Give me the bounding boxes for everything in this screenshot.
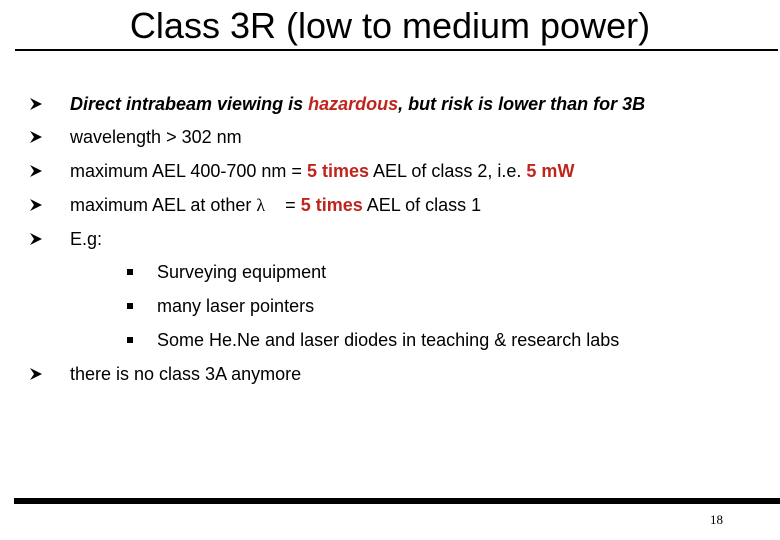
bullet-text [70, 125, 242, 149]
bullet-text-highlight: 5 times [300, 195, 363, 215]
bullet-text-part: , but risk is lower than for 3B [398, 94, 646, 114]
sub-bullet-text: many laser pointers [157, 296, 315, 316]
bullet-text [70, 92, 645, 116]
bullet-text-highlight: hazardous [308, 94, 399, 114]
arrow-bullet-icon [29, 227, 43, 251]
bullet-text: there is no class 3A anymore [70, 364, 302, 384]
bullet-item [0, 193, 780, 217]
bullet-text [70, 159, 574, 183]
sub-bullet-text: Some He.Ne and laser diodes in teaching & research labs [157, 330, 620, 350]
bullet-text-part: Direct intrabeam viewing is [70, 94, 309, 114]
bullet-text-highlight: 5 times [306, 161, 369, 181]
bullet-text-part: maximum AEL 400-700 nm = [70, 161, 307, 181]
sub-bullet-item [0, 260, 780, 284]
bullet-text-part: = [265, 195, 301, 215]
bullet-item [0, 125, 780, 149]
arrow-bullet-icon [29, 362, 43, 386]
bullet-text-part: maximum AEL at other [70, 195, 257, 215]
bullet-item [0, 159, 780, 183]
arrow-bullet-icon [29, 159, 43, 183]
bullet-text-part: AEL of class 1 [362, 195, 482, 215]
lambda-symbol: λ [256, 195, 266, 215]
slide-title: Class 3R (low to medium power) [129, 5, 651, 46]
bullet-text-part: AEL of class 2, i.e. [369, 161, 527, 181]
square-bullet-icon [127, 303, 133, 309]
bullet-text [70, 227, 102, 251]
bullet-text [70, 193, 481, 217]
sub-bullet-item [0, 294, 780, 318]
title-divider [15, 49, 778, 51]
bullet-text-part: wavelength > 302 nm [70, 127, 242, 147]
arrow-bullet-icon [29, 92, 43, 116]
bullet-item [0, 92, 780, 116]
square-bullet-icon [127, 337, 133, 343]
bullet-item [0, 362, 780, 386]
sub-bullet-item [0, 328, 780, 352]
bullet-item [0, 227, 780, 251]
arrow-bullet-icon [29, 193, 43, 217]
sub-bullet-text: Surveying equipment [157, 262, 327, 282]
square-bullet-icon [127, 269, 133, 275]
bullet-text-highlight: 5 mW [526, 161, 575, 181]
arrow-bullet-icon [29, 125, 43, 149]
bullet-text-part: E.g: [70, 229, 103, 249]
page-number: 18 [710, 512, 723, 527]
footer-divider [14, 498, 780, 504]
